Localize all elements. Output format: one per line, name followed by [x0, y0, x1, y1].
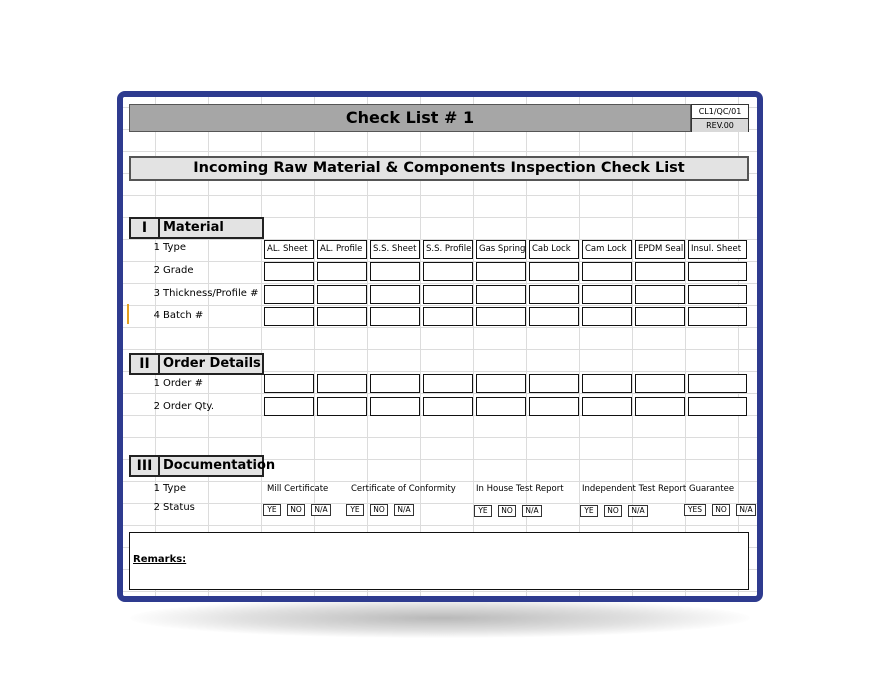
doc-type-label: Guarantee [689, 484, 735, 494]
status-option[interactable]: NO [604, 505, 622, 517]
order-input-cell[interactable] [688, 374, 747, 393]
row-label: Batch # [163, 310, 204, 321]
row-label: Order # [163, 378, 203, 389]
status-option[interactable]: N/A [736, 504, 756, 516]
doc-type-label: Mill Certificate [267, 484, 329, 494]
material-input-cell[interactable] [582, 285, 632, 304]
row-number: 2 [153, 265, 160, 276]
order-input-cell[interactable] [529, 374, 579, 393]
row-number: 1 [153, 242, 160, 253]
order-input-cell[interactable] [582, 397, 632, 416]
material-type-cell: S.S. Sheet [370, 240, 420, 259]
order-input-cell[interactable] [317, 374, 367, 393]
material-type-cell: EPDM Seal [635, 240, 685, 259]
remarks-label: Remarks: [133, 554, 187, 565]
row-label: Thickness/Profile # [163, 288, 259, 299]
material-input-cell[interactable] [317, 307, 367, 326]
status-option[interactable]: N/A [522, 505, 542, 517]
order-input-cell[interactable] [317, 397, 367, 416]
section-number: III [129, 455, 160, 477]
row-number: 1 [153, 378, 160, 389]
order-input-cell[interactable] [264, 397, 314, 416]
material-input-cell[interactable] [317, 262, 367, 281]
order-input-cell[interactable] [529, 397, 579, 416]
document-code-box [691, 104, 749, 132]
material-input-cell[interactable] [582, 262, 632, 281]
material-type-cell: Insul. Sheet [688, 240, 747, 259]
material-input-cell[interactable] [370, 307, 420, 326]
material-input-cell[interactable] [635, 307, 685, 326]
material-input-cell[interactable] [476, 262, 526, 281]
order-input-cell[interactable] [476, 374, 526, 393]
row-label: Type [163, 242, 186, 253]
revision-label: REV.00 [692, 118, 748, 132]
status-option[interactable]: N/A [628, 505, 648, 517]
material-input-cell[interactable] [529, 262, 579, 281]
row-label: Type [163, 483, 186, 494]
order-input-cell[interactable] [635, 374, 685, 393]
material-type-cell: Cab Lock [529, 240, 579, 259]
row-number: 4 [153, 310, 160, 321]
row-number: 2 [153, 401, 160, 412]
material-input-cell[interactable] [476, 285, 526, 304]
material-input-cell[interactable] [635, 285, 685, 304]
material-input-cell[interactable] [264, 285, 314, 304]
material-input-cell[interactable] [688, 307, 747, 326]
doc-type-label: In House Test Report [476, 484, 564, 494]
material-input-cell[interactable] [529, 285, 579, 304]
active-row-marker [127, 304, 129, 324]
material-input-cell[interactable] [529, 307, 579, 326]
section-number: I [129, 217, 160, 239]
doc-type-label: Certificate of Conformity [351, 484, 456, 494]
order-input-cell[interactable] [423, 374, 473, 393]
order-input-cell[interactable] [635, 397, 685, 416]
section-number: II [129, 353, 160, 375]
section-title: Order Details [160, 353, 264, 375]
order-input-cell[interactable] [688, 397, 747, 416]
row-number: 3 [153, 288, 160, 299]
material-input-cell[interactable] [688, 262, 747, 281]
order-input-cell[interactable] [582, 374, 632, 393]
material-input-cell[interactable] [423, 262, 473, 281]
material-type-cell: Gas Spring [476, 240, 526, 259]
status-option[interactable]: N/A [311, 504, 331, 516]
material-input-cell[interactable] [582, 307, 632, 326]
material-type-cell: Cam Lock [582, 240, 632, 259]
material-input-cell[interactable] [423, 285, 473, 304]
remarks-box[interactable] [129, 532, 749, 590]
status-option[interactable]: NO [370, 504, 388, 516]
order-input-cell[interactable] [370, 397, 420, 416]
material-input-cell[interactable] [423, 307, 473, 326]
order-input-cell[interactable] [423, 397, 473, 416]
status-option[interactable]: N/A [394, 504, 414, 516]
status-option[interactable]: NO [498, 505, 516, 517]
order-input-cell[interactable] [370, 374, 420, 393]
status-option[interactable]: YE [346, 504, 364, 516]
material-input-cell[interactable] [635, 262, 685, 281]
order-input-cell[interactable] [476, 397, 526, 416]
material-input-cell[interactable] [317, 285, 367, 304]
spreadsheet-page [123, 97, 757, 596]
order-input-cell[interactable] [264, 374, 314, 393]
row-label: Status [163, 502, 195, 513]
status-option[interactable]: YE [263, 504, 281, 516]
material-input-cell[interactable] [688, 285, 747, 304]
page-title: Check List # 1 [345, 108, 475, 127]
document-frame [117, 91, 763, 602]
checklist-subtitle: Incoming Raw Material & Components Inspection Check List [129, 156, 749, 181]
material-input-cell[interactable] [264, 262, 314, 281]
material-type-cell: AL. Profile [317, 240, 367, 259]
row-label: Grade [163, 265, 194, 276]
status-option[interactable]: NO [712, 504, 730, 516]
status-option[interactable]: YES [684, 504, 706, 516]
drop-shadow [130, 598, 750, 638]
material-input-cell[interactable] [264, 307, 314, 326]
row-number: 1 [153, 483, 160, 494]
section-title: Material [160, 217, 264, 239]
material-input-cell[interactable] [370, 262, 420, 281]
material-type-cell: S.S. Profile [423, 240, 473, 259]
document-code: CL1/QC/01 [698, 107, 742, 116]
material-type-cell: AL. Sheet [264, 240, 314, 259]
status-option[interactable]: NO [287, 504, 305, 516]
status-option[interactable]: YE [474, 505, 492, 517]
status-option[interactable]: YE [580, 505, 598, 517]
row-number: 2 [153, 502, 160, 513]
section-title: Documentation [160, 455, 264, 477]
material-input-cell[interactable] [476, 307, 526, 326]
doc-type-label: Independent Test Report [582, 484, 687, 494]
material-input-cell[interactable] [370, 285, 420, 304]
row-label: Order Qty. [163, 401, 215, 412]
